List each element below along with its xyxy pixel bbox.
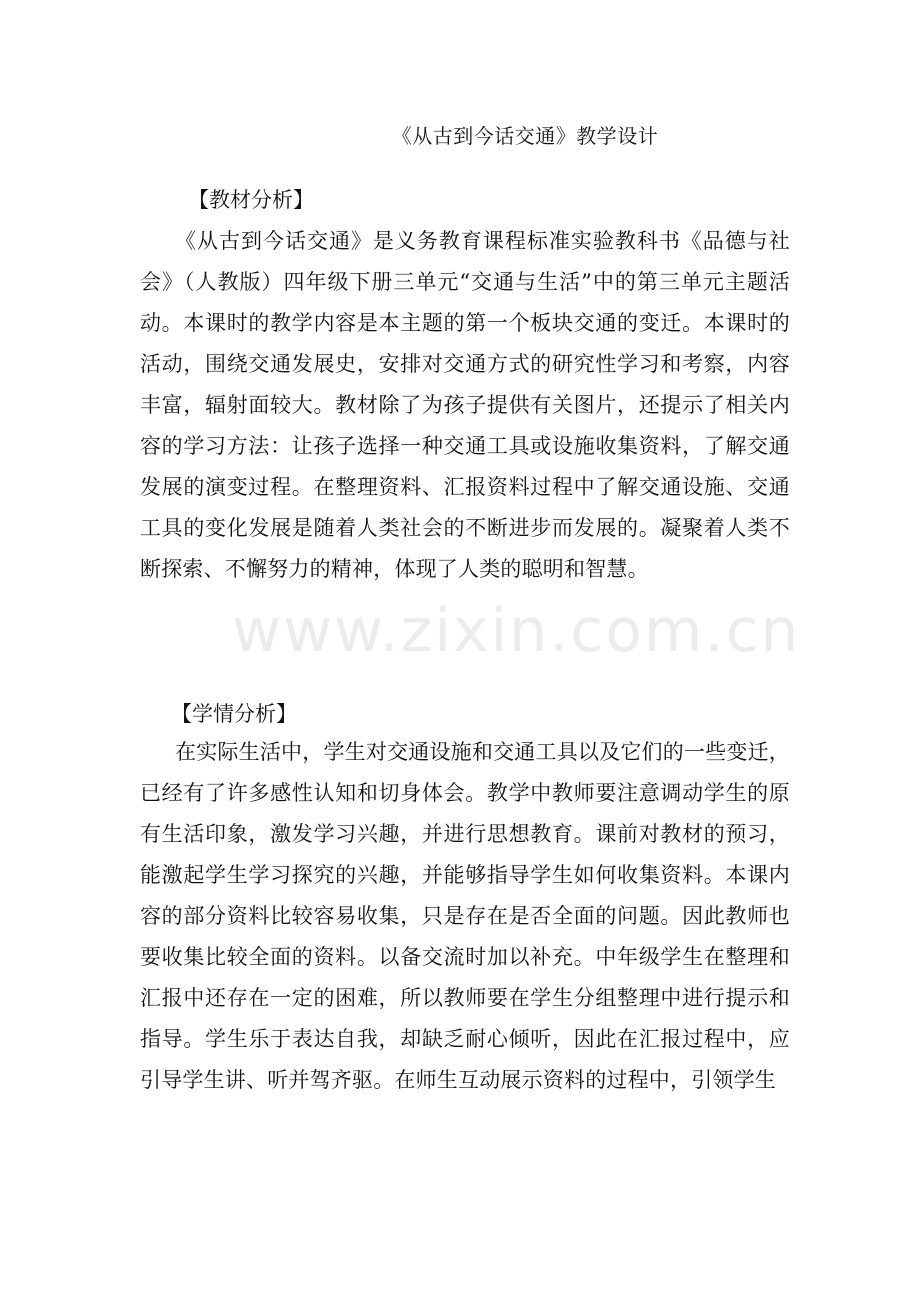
document-title: 《从古到今话交通》教学设计 <box>391 124 659 148</box>
section-body-student-analysis: 在实际生活中，学生对交通设施和交通工具以及它们的一些变迁，已经有了许多感性认知和切身体会。教学中教师要注意调动学生的原有生活印象，激发学习兴趣，并进行思想教育。课前对教材的预习，能激起学生学习探究的兴趣，并能够指导学生如何收集资料。本课内容的部分资料比较容易收集，只是存在是否全面的问题。因此教师也要收集比较全面的资料。以备交流时加以补充。中年级学生在整理和汇报中还存在一定的困难，所以教师要在学生分组整理中进行提示和指导。学生乐于表达自我，却缺乏耐心倾听，因此在汇报过程中，应引导学生讲、听并驾齐驱。在师生互动展示资料的过程中，引领学生 <box>140 740 790 1092</box>
section-body-textbook-analysis: 《从古到今话交通》是义务教育课程标准实验教科书《品德与社会》（人教版）四年级下册三单元“交通与生活”中的第三单元主题活动。本课时的教学内容是本主题的第一个板块交通的变迁。本课时的活动，围绕交通发展史，安排对交通方式的研究性学习和考察，内容丰富，辐射面较大。教材除了为孩子提供有关图片，还提示了相关内容的学习方法：让孩子选择一种交通工具或设施收集资料，了解交通发展的演变过程。在整理资料、汇报资料过程中了解交通设施、交通工具的变化发展是随着人类社会的不断进步而发展的。凝聚着人类不断探索、不懈努力的精神，体现了人类的聪明和智慧。 <box>140 229 790 581</box>
watermark: www.zixin.com.cn <box>232 596 801 666</box>
section-heading-student-analysis: 【学情分析】 <box>171 702 297 726</box>
section-heading-textbook-analysis: 【教材分析】 <box>188 188 314 212</box>
